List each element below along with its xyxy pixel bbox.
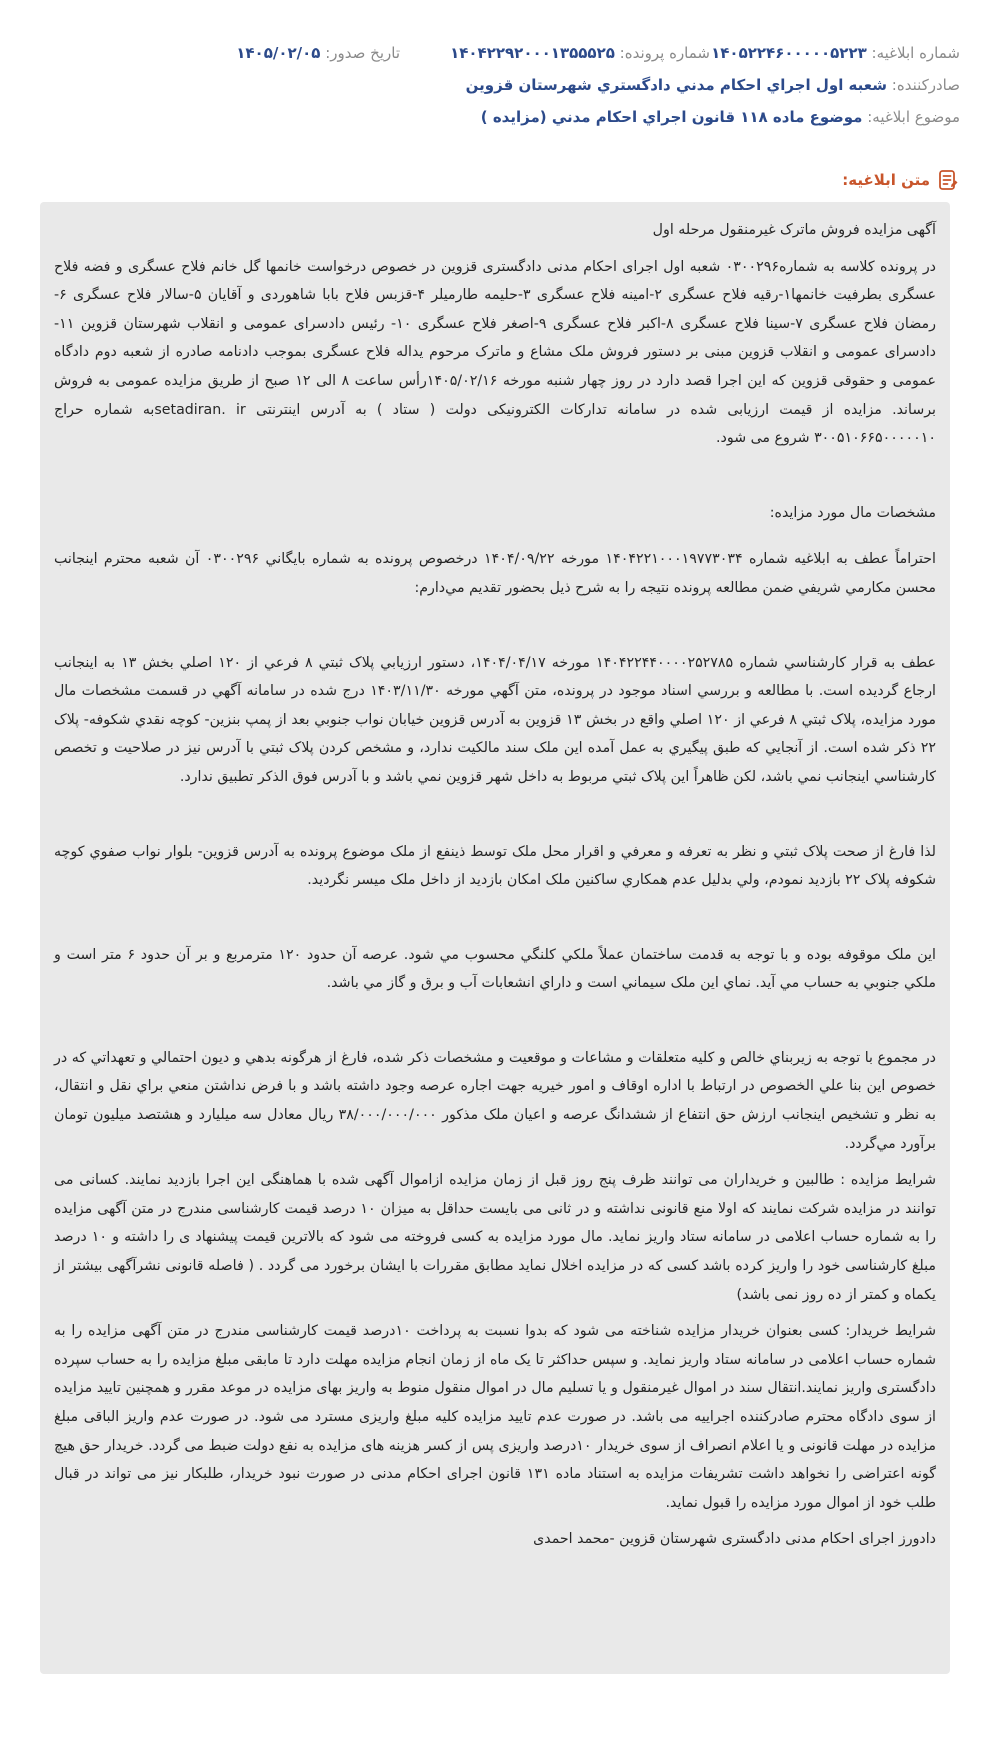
paragraph-property-spec-heading: مشخصات مال مورد مزایده: [769,504,936,521]
meta-row-issuer [40,76,960,104]
issue-date-label: تاریخ صدور: [325,44,400,62]
case-number [400,44,710,62]
notice-number [710,44,960,62]
meta-row-numbers [40,44,960,72]
issuer [466,76,960,94]
subject-value: موضوع ماده ۱۱۸ قانون اجراي احکام مدني (مزايده ) [480,108,863,126]
paragraph-site-visit: لذا فارغ از صحت پلاک ثبتي و نظر به تعرفه و معرفي و اقرار محل ملک توسط ذينفع از ملک موضوع پرونده به آدرس قزوين- بلوار نواب صفوي کوچه شکوفه پلاک ۲۲ بازديد نمودم، ولي بدليل عدم همکاري ساکنين ملک امکان بازديد از داخل ملک ميسر نگرديد. [54,843,936,889]
paragraph-valuation: در مجموع با توجه به زيربناي خالص و کليه متعلقات و مشاعات و موقعيت و مشخصات ذکر شده، فارغ از هرگونه بدهي و ديون احتمالي و تعهداتي که در خصوص اين بنا علي الخصوص در ارتباط با اداره اوقاف و امور خيريه جهت اجاره عرصه وجود داشته باشد و با فرض نداشتن منعي براي نقل و انتقال، به نظر و تشخيص اينجانب ارزش حق انتفاع از ششدانگ عرصه و اعيان ملک مذکور ۳۸/۰۰۰/۰۰۰/۰۰۰ ريال معادل سه ميليارد و هشتصد ميليون تومان برآورد مي‌گردد. [54,1049,936,1152]
case-number-value: ۱۴۰۴۲۲۹۲۰۰۰۱۳۵۵۵۲۵ [450,44,615,62]
paragraph-case-intro: در پرونده کلاسه به شماره۰۳۰۰۲۹۶ شعبه اول اجرای احکام مدنی دادگستری قزوین در خصوص درخواست خانمها گل خانم فلاح عسگری و فضه فلاح عسگری بطرفیت خانمها۱-رقیه فلاح عسگری ۲-امینه فلاح عسگری ۳-حلیمه طارمیلر ۴-قزبس فلاح بابا شاهوردی و آقایان ۵-سالار فلاح عسگری ۶-رمضان فلاح عسگری ۷-سینا فلاح عسگری ۸-اکبر فلاح عسگری ۹-اصغر فلاح عسگری ۱۰- رئیس دادسرای عمومی و انقلاب شهرستان قزوین ۱۱- دادسرای عمومی و انقلاب قزوین مبنی بر دستور فروش ملک مشاع و ماترک مرحوم یداله فلاح عسگری بموجب دادنامه صادره از شعبه دوم دادگاه عمومی و حقوقی قزوین که این اجرا قصد دارد در روز چهار شنبه مورخه ۱۴۰۵/۰۲/۱۶رأس ساعت ۸ الی ۱۲ صبح از طریق مزایده عمومی به فروش برساند. مزایده از قیمت ارزیابی شده در سامانه تدارکات الکترونیکی دولت ( ستاد ) به آدرس اینترنتی setadiran. irبه شماره حراج ۳۰۰۵۱۰۶۶۵۰۰۰۰۰۱۰ شروع می شود. [54,258,936,447]
issue-date-value: ۱۴۰۵/۰۲/۰۵ [236,44,321,62]
paragraph-expert-review: عطف به قرار کارشناسي شماره ۱۴۰۴۲۲۴۴۰۰۰۰۲۵۲۷۸۵ مورخه ۱۴۰۴/۰۴/۱۷، دستور ارزيابي پلاک ثبتي ۸ فرعي از ۱۲۰ اصلي بخش ۱۳ به اينجانب ارجاع گرديده است. با مطالعه و بررسي اسناد موجود در پرونده، متن آگهي مورخه ۱۴۰۳/۱۱/۳۰ درج شده در سامانه آگهي در قسمت مشخصات مال مورد مزايده، پلاک ثبتي ۸ فرعي از ۱۲۰ اصلي واقع در بخش ۱۳ قزوين به آدرس قزوين خيابان نواب جنوبي بعد از پمپ بنزين- کوچه نقدي شکوفه- پلاک ۲۲ ذکر شده است. از آنجايي که طبق پيگيري به عمل آمده اين ملک سند مالکيت ندارد، و مشخص کردن پلاک ثبتي با آدرس نيز در صلاحيت و تخصص کارشناسي اينجانب نمي باشد، لکن ظاهراً اين پلاک ثبتي مربوط به داخل شهر قزوين نمي باشد و با آدرس فوق الذکر تطبيق ندارد. [54,654,936,785]
notice-body-heading [842,168,960,192]
paragraph-auction-conditions: شرایط مزایده : طالبین و خریداران می توانند ظرف پنج روز قبل از زمان مزایده ازاموال آگهی شده با هماهنگی این اجرا بازدید نمایند. کسانی می توانند در مزایده شرکت نمایند که اولا منع قانونی نداشته و در ثانی می بایست حداقل به میزان ۱۰ درصد قیمت کارشناسی مندرج در متن آگهی مزایده را به شماره حساب اعلامی در سامانه ستاد واریز نماید. مال مورد مزایده به کسی فروخته می شود که بالاترین قیمت پیشنهاد ی را داشته و ۱۰ درصد مبلغ کارشناسی خود را واریز کرده باشد کسی که در مزایده اخلال نماید مطابق مقررات با ایشان برخورد می گردد . ( فاصله قانونی نشرآگهی بیشتر از یکماه و کمتر از ده روز نمی باشد) [54,1172,936,1303]
meta-row-subject [40,108,960,136]
case-number-label: شماره پرونده: [619,44,710,62]
subject [481,108,960,126]
notice-meta [40,44,960,140]
notice-body-title: متن ابلاغیه: [842,171,930,189]
notice-number-value: ۱۴۰۵۲۲۴۶۰۰۰۰۰۵۲۲۳ [711,44,867,62]
issue-date [236,44,400,62]
paragraph-buyer-conditions: شرایط خریدار: کسی بعنوان خریدار مزایده شناخته می شود که بدوا نسبت به پرداخت ۱۰درصد قیمت کارشناسی مندرج در متن آگهی مزایده را به شماره حساب اعلامی در سامانه ستاد واریز نماید. و سپس حداکثر تا یک ماه از زمان انجام مزایده مهلت دارد تا مابقی مبلغ مزایده را به حساب سپرده دادگستری واریز نمایند.انتقال سند در اموال غیرمنقول و یا تسلیم مال در اموال منقول منوط به واریز بهای مزایده در موعد مقرر و همچنین تایید مزایده از سوی دادگاه محترم صادرکننده اجراییه می باشد. در صورت عدم تایید مزایده کلیه مبلغ واریزی مسترد می شود. در صورت عدم واریز الباقی مبلغ مزایده در مهلت قانونی و یا اعلام انصراف از سوی خریدار ۱۰درصد واریزی پس از کسر هزینه های مزایده به نفع دولت ضبط می گردد. خریدار حق هیچ گونه اعتراضی را نخواهد داشت تشریفات مزایده به استناد ماده ۱۳۱ قانون اجرای احکام مدنی در صورت نبود خریدار، طلبکار نیز می تواند در قبال طلب خود از اموال مورد مزایده را قبول نماید. [54,1323,937,1511]
paragraph-signature: دادورز اجرای احکام مدنی دادگستری شهرستان قزوین -محمد احمدی [533,1531,936,1548]
document-list-icon [936,168,960,192]
paragraph-expert-intro: احتراماً عطف به ابلاغیه شماره ۱۴۰۴۲۲۱۰۰۰۱۹۷۷۳۰۳۴ مورخه ۱۴۰۴/۰۹/۲۲ درخصوص پرونده به شماره بايگاني ۰۳۰۰۲۹۶ آن شعبه محترم اينجانب محسن مکارمي شريفي ضمن مطالعه پرونده نتيجه را به شرح ذيل بحضور تقديم مي‌دارم: [54,551,936,596]
subject-label: موضوع ابلاغیه: [867,108,960,126]
notice-body [40,202,950,1674]
notice-number-label: شماره ابلاغیه: [871,44,960,62]
paragraph-property-description: اين ملک موقوفه بوده و با توجه به قدمت ساختمان عملاً ملکي کلنگي محسوب مي شود. عرصه آن حدود ۱۲۰ مترمربع و بر آن حدود ۶ متر است و ملکي جنوبي به حساب مي آيد. نماي اين ملک سيماني است و داراي انشعابات آب و برق و گاز مي باشد. [54,946,936,992]
issuer-value: شعبه اول اجراي احکام مدني دادگستري شهرستان قزوين [465,76,887,94]
paragraph-heading: آگهی مزایده فروش ماترک غیرمنقول مرحله اول [652,222,936,238]
issuer-label: صادرکننده: [891,76,960,94]
